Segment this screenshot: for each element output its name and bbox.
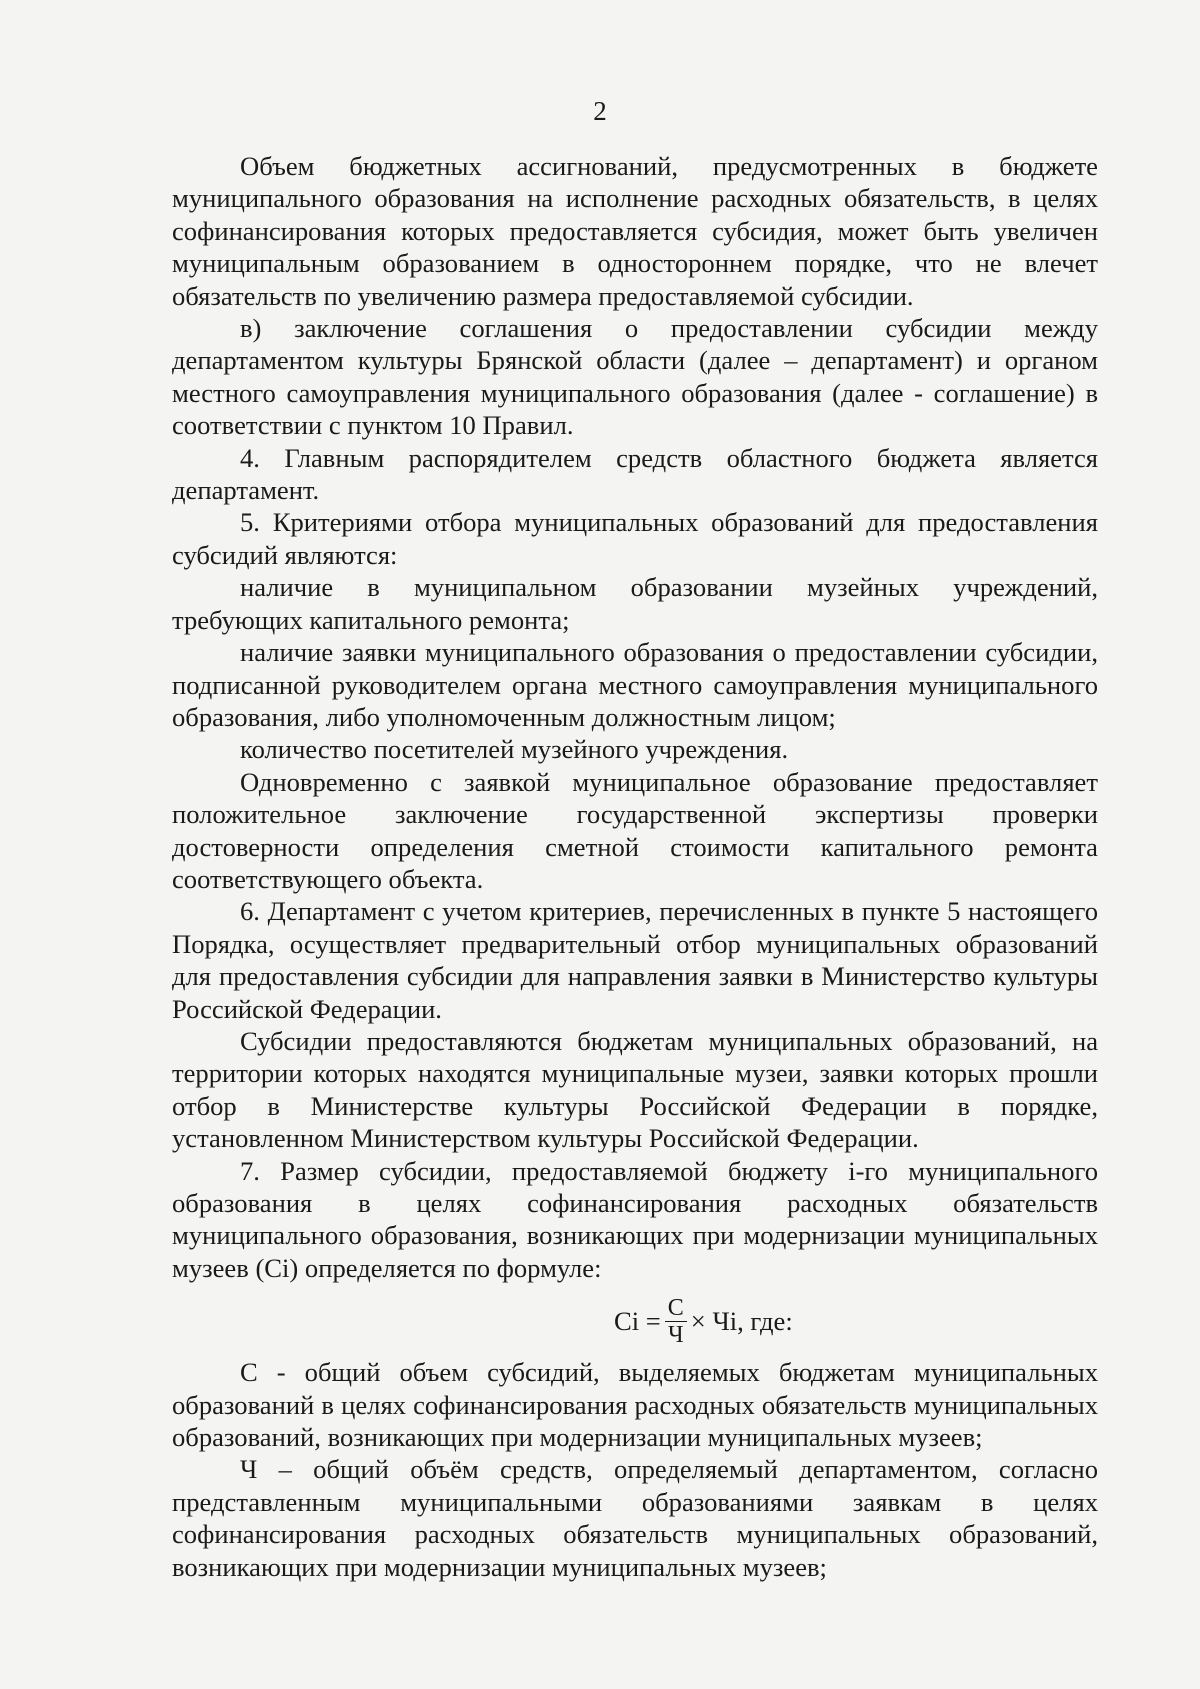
formula-lhs: Ci = — [614, 1306, 661, 1337]
criterion-application: наличие заявки муниципального образования о предоставлении субсидии, подписанной руководителем органа местного самоуправления муниципального образования, либо уполномоченным должностным лицом; — [172, 637, 1098, 732]
criterion-museums: наличие в муниципальном образовании музейных учреждений, требующих капитального ремонта; — [172, 572, 1098, 635]
formula-rhs: × Чi, где: — [690, 1306, 793, 1337]
formula-numerator: С — [665, 1295, 687, 1322]
formula-denominator: Ч — [667, 1321, 684, 1348]
paragraph-selection-criteria: 5. Критериями отбора муниципальных образований для предоставления субсидий являются: — [172, 507, 1098, 570]
page-number: 2 — [593, 96, 607, 126]
definition-ch: Ч – общий объём средств, определяемый департаментом, согласно представленным муниципальными образованиями заявкам в целях софинансирования расходных обязательств муниципальных образований, возникающих при модернизации муниципальных музеев; — [172, 1454, 1098, 1582]
paragraph-preliminary-selection: 6. Департамент с учетом критериев, перечисленных в пункте 5 настоящего Порядка, осуществляет предварительный отбор муниципальных образований для предоставления субсидии для направления заявки в Министерство культуры Российской Федерации. — [172, 896, 1098, 1024]
paragraph-agreement: в) заключение соглашения о предоставлении субсидии между департаментом культуры Брянской области (далее – департамент) и органом местного самоуправления муниципального образования (далее - соглашение) в соответствии с пунктом 10 Правил. — [172, 313, 1098, 441]
paragraph-budget-allocations: Объем бюджетных ассигнований, предусмотренных в бюджете муниципального образования на исполнение расходных обязательств, в целях софинансирования которых предоставляется субсидия, может быть увеличен муниципальным образованием в одностороннем порядке, что не влечет обязательств по увеличению размера предоставляемой субсидии. — [172, 151, 1098, 311]
paragraph-expert-conclusion: Одновременно с заявкой муниципальное образование предоставляет положительное заключение государственной экспертизы проверки достоверности определения сметной стоимости капитального ремонта соответствующего объекта. — [172, 766, 1098, 894]
paragraph-main-manager: 4. Главным распорядителем средств областного бюджета является департамент. — [172, 442, 1098, 506]
formula-fraction — [665, 1295, 687, 1348]
criterion-visitors: количество посетителей музейного учреждения. — [240, 734, 789, 765]
subsidy-formula — [172, 1290, 1098, 1352]
paragraph-subsidies-provided: Субсидии предоставляются бюджетам муниципальных образований, на территории которых находятся муниципальные музеи, заявки которых прошли отбор в Министерстве культуры Российской Федерации в порядке, установленном Министерством культуры Российской Федерации. — [172, 1025, 1098, 1154]
document-body — [172, 150, 1098, 1583]
paragraph-subsidy-size: 7. Размер субсидии, предоставляемой бюджету i-го муниципального образования в целях софинансирования расходных обязательств муниципального образования, возникающих при модернизации муниципальных музеев (Ci) определяется по формуле: — [172, 1155, 1098, 1283]
definition-c: С - общий объем субсидий, выделяемых бюджетам муниципальных образований в целях софинансирования расходных обязательств муниципальных образований, возникающих при модернизации муниципальных музеев; — [172, 1357, 1098, 1453]
